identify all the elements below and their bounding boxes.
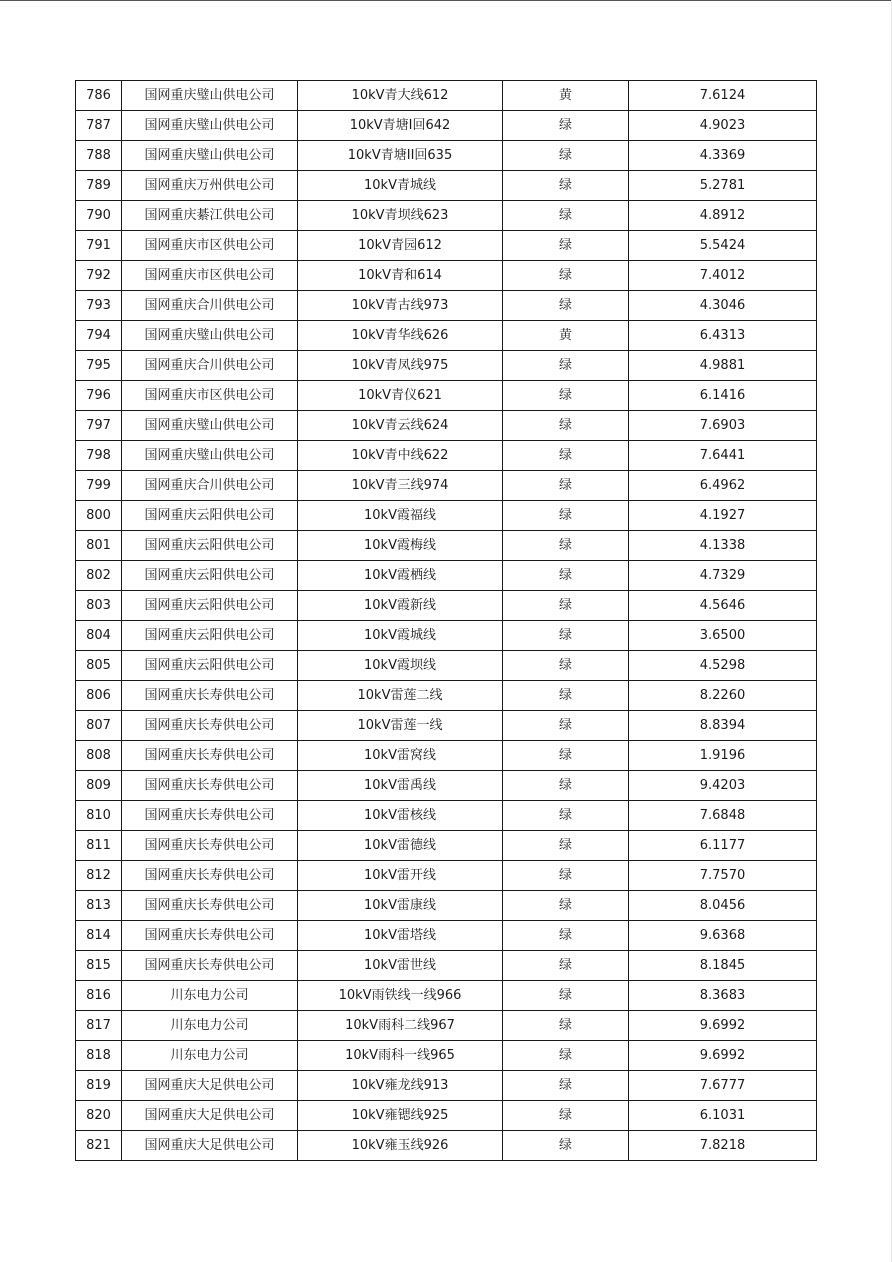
row-number-cell: 789 [76,171,122,201]
row-number-cell: 819 [76,1071,122,1101]
row-number-cell: 818 [76,1041,122,1071]
company-name-cell: 国网重庆长寿供电公司 [122,681,298,711]
status-color-cell: 绿 [503,531,629,561]
row-number-cell: 805 [76,651,122,681]
status-color-cell: 绿 [503,951,629,981]
measure-value-cell: 7.6777 [629,1071,817,1101]
measure-value-cell: 6.4313 [629,321,817,351]
measure-value-cell: 4.3369 [629,141,817,171]
line-name-cell: 10kV雷德线 [298,831,503,861]
line-name-cell: 10kV雷核线 [298,801,503,831]
page-top-border [0,0,892,1]
feeder-table [75,80,817,1161]
line-name-cell: 10kV青园612 [298,231,503,261]
status-color-cell: 绿 [503,801,629,831]
company-name-cell: 国网重庆长寿供电公司 [122,921,298,951]
table-row [76,411,817,441]
row-number-cell: 802 [76,561,122,591]
measure-value-cell: 4.3046 [629,291,817,321]
table-row [76,831,817,861]
measure-value-cell: 7.6124 [629,81,817,111]
table-row [76,981,817,1011]
row-number-cell: 792 [76,261,122,291]
line-name-cell: 10kV雷世线 [298,951,503,981]
status-color-cell: 绿 [503,711,629,741]
row-number-cell: 801 [76,531,122,561]
measure-value-cell: 6.1177 [629,831,817,861]
row-number-cell: 811 [76,831,122,861]
row-number-cell: 814 [76,921,122,951]
company-name-cell: 国网重庆长寿供电公司 [122,771,298,801]
row-number-cell: 820 [76,1101,122,1131]
table-row [76,1041,817,1071]
company-name-cell: 国网重庆云阳供电公司 [122,501,298,531]
row-number-cell: 816 [76,981,122,1011]
line-name-cell: 10kV霞梅线 [298,531,503,561]
measure-value-cell: 9.6992 [629,1041,817,1071]
company-name-cell: 国网重庆璧山供电公司 [122,81,298,111]
measure-value-cell: 5.2781 [629,171,817,201]
line-name-cell: 10kV青云线624 [298,411,503,441]
status-color-cell: 绿 [503,891,629,921]
table-row [76,741,817,771]
measure-value-cell: 4.8912 [629,201,817,231]
table-row [76,261,817,291]
row-number-cell: 815 [76,951,122,981]
measure-value-cell: 7.6441 [629,441,817,471]
row-number-cell: 799 [76,471,122,501]
measure-value-cell: 4.9881 [629,351,817,381]
status-color-cell: 绿 [503,591,629,621]
line-name-cell: 10kV雷康线 [298,891,503,921]
measure-value-cell: 9.6992 [629,1011,817,1041]
status-color-cell: 绿 [503,411,629,441]
line-name-cell: 10kV雨铁线一线966 [298,981,503,1011]
company-name-cell: 国网重庆大足供电公司 [122,1131,298,1161]
measure-value-cell: 6.4962 [629,471,817,501]
row-number-cell: 797 [76,411,122,441]
status-color-cell: 绿 [503,981,629,1011]
line-name-cell: 10kV雷开线 [298,861,503,891]
table-row [76,351,817,381]
company-name-cell: 国网重庆璧山供电公司 [122,411,298,441]
line-name-cell: 10kV青中线622 [298,441,503,471]
table-row [76,501,817,531]
company-name-cell: 国网重庆万州供电公司 [122,171,298,201]
table-row [76,771,817,801]
line-name-cell: 10kV青古线973 [298,291,503,321]
table-row [76,321,817,351]
status-color-cell: 绿 [503,681,629,711]
status-color-cell: 绿 [503,651,629,681]
line-name-cell: 10kV青城线 [298,171,503,201]
line-name-cell: 10kV雨科一线965 [298,1041,503,1071]
company-name-cell: 国网重庆璧山供电公司 [122,111,298,141]
line-name-cell: 10kV霞城线 [298,621,503,651]
table-row [76,171,817,201]
line-name-cell: 10kV霞福线 [298,501,503,531]
status-color-cell: 绿 [503,471,629,501]
line-name-cell: 10kV雷莲二线 [298,681,503,711]
company-name-cell: 国网重庆市区供电公司 [122,261,298,291]
company-name-cell: 国网重庆璧山供电公司 [122,321,298,351]
table-row [76,81,817,111]
status-color-cell: 绿 [503,351,629,381]
line-name-cell: 10kV青塘II回635 [298,141,503,171]
measure-value-cell: 5.5424 [629,231,817,261]
line-name-cell: 10kV雍玉线926 [298,1131,503,1161]
line-name-cell: 10kV雨科二线967 [298,1011,503,1041]
status-color-cell: 绿 [503,1071,629,1101]
measure-value-cell: 8.0456 [629,891,817,921]
line-name-cell: 10kV霞坝线 [298,651,503,681]
company-name-cell: 国网重庆长寿供电公司 [122,741,298,771]
measure-value-cell: 7.4012 [629,261,817,291]
status-color-cell: 绿 [503,201,629,231]
line-name-cell: 10kV青和614 [298,261,503,291]
company-name-cell: 国网重庆云阳供电公司 [122,651,298,681]
status-color-cell: 绿 [503,921,629,951]
company-name-cell: 国网重庆长寿供电公司 [122,711,298,741]
line-name-cell: 10kV青仪621 [298,381,503,411]
table-row [76,801,817,831]
measure-value-cell: 7.7570 [629,861,817,891]
table-row [76,531,817,561]
status-color-cell: 绿 [503,1101,629,1131]
row-number-cell: 790 [76,201,122,231]
measure-value-cell: 3.6500 [629,621,817,651]
measure-value-cell: 6.1416 [629,381,817,411]
measure-value-cell: 7.6903 [629,411,817,441]
company-name-cell: 国网重庆大足供电公司 [122,1071,298,1101]
row-number-cell: 803 [76,591,122,621]
company-name-cell: 国网重庆云阳供电公司 [122,591,298,621]
measure-value-cell: 8.3683 [629,981,817,1011]
company-name-cell: 国网重庆市区供电公司 [122,231,298,261]
measure-value-cell: 8.8394 [629,711,817,741]
measure-value-cell: 4.1927 [629,501,817,531]
company-name-cell: 川东电力公司 [122,1041,298,1071]
company-name-cell: 国网重庆云阳供电公司 [122,531,298,561]
table-row [76,681,817,711]
company-name-cell: 国网重庆綦江供电公司 [122,201,298,231]
measure-value-cell: 6.1031 [629,1101,817,1131]
table-row [76,1131,817,1161]
measure-value-cell: 9.4203 [629,771,817,801]
line-name-cell: 10kV青华线626 [298,321,503,351]
company-name-cell: 国网重庆长寿供电公司 [122,951,298,981]
line-name-cell: 10kV青坝线623 [298,201,503,231]
company-name-cell: 国网重庆合川供电公司 [122,351,298,381]
line-name-cell: 10kV青三线974 [298,471,503,501]
status-color-cell: 绿 [503,1041,629,1071]
measure-value-cell: 7.8218 [629,1131,817,1161]
measure-value-cell: 4.7329 [629,561,817,591]
line-name-cell: 10kV青塘I回642 [298,111,503,141]
row-number-cell: 788 [76,141,122,171]
measure-value-cell: 8.1845 [629,951,817,981]
measure-value-cell: 1.9196 [629,741,817,771]
status-color-cell: 绿 [503,861,629,891]
company-name-cell: 国网重庆长寿供电公司 [122,831,298,861]
company-name-cell: 国网重庆璧山供电公司 [122,141,298,171]
company-name-cell: 国网重庆合川供电公司 [122,291,298,321]
line-name-cell: 10kV霞新线 [298,591,503,621]
row-number-cell: 800 [76,501,122,531]
table-row [76,111,817,141]
table-row [76,231,817,261]
status-color-cell: 绿 [503,441,629,471]
line-name-cell: 10kV雍锶线925 [298,1101,503,1131]
measure-value-cell: 7.6848 [629,801,817,831]
row-number-cell: 804 [76,621,122,651]
row-number-cell: 793 [76,291,122,321]
company-name-cell: 川东电力公司 [122,1011,298,1041]
measure-value-cell: 4.5646 [629,591,817,621]
table-row [76,381,817,411]
company-name-cell: 国网重庆长寿供电公司 [122,861,298,891]
status-color-cell: 绿 [503,231,629,261]
row-number-cell: 809 [76,771,122,801]
table-row [76,861,817,891]
row-number-cell: 795 [76,351,122,381]
row-number-cell: 798 [76,441,122,471]
row-number-cell: 794 [76,321,122,351]
table-row [76,441,817,471]
status-color-cell: 绿 [503,501,629,531]
line-name-cell: 10kV雷莲一线 [298,711,503,741]
company-name-cell: 国网重庆大足供电公司 [122,1101,298,1131]
table-row [76,711,817,741]
row-number-cell: 821 [76,1131,122,1161]
table-row [76,1011,817,1041]
row-number-cell: 806 [76,681,122,711]
line-name-cell: 10kV雷塔线 [298,921,503,951]
status-color-cell: 黄 [503,321,629,351]
table-row [76,951,817,981]
measure-value-cell: 4.5298 [629,651,817,681]
row-number-cell: 813 [76,891,122,921]
row-number-cell: 812 [76,861,122,891]
company-name-cell: 国网重庆长寿供电公司 [122,891,298,921]
measure-value-cell: 4.9023 [629,111,817,141]
table-row [76,1071,817,1101]
status-color-cell: 绿 [503,1011,629,1041]
table-row [76,651,817,681]
status-color-cell: 绿 [503,831,629,861]
company-name-cell: 国网重庆长寿供电公司 [122,801,298,831]
table-row [76,291,817,321]
row-number-cell: 810 [76,801,122,831]
table-row [76,471,817,501]
status-color-cell: 绿 [503,111,629,141]
line-name-cell: 10kV青凤线975 [298,351,503,381]
status-color-cell: 绿 [503,261,629,291]
row-number-cell: 787 [76,111,122,141]
status-color-cell: 绿 [503,291,629,321]
line-name-cell: 10kV雍龙线913 [298,1071,503,1101]
measure-value-cell: 4.1338 [629,531,817,561]
table-row [76,921,817,951]
table-row [76,201,817,231]
status-color-cell: 绿 [503,381,629,411]
table-row [76,591,817,621]
company-name-cell: 国网重庆市区供电公司 [122,381,298,411]
status-color-cell: 绿 [503,741,629,771]
line-name-cell: 10kV青大线612 [298,81,503,111]
row-number-cell: 786 [76,81,122,111]
status-color-cell: 黄 [503,81,629,111]
status-color-cell: 绿 [503,771,629,801]
row-number-cell: 807 [76,711,122,741]
row-number-cell: 808 [76,741,122,771]
table-row [76,1101,817,1131]
company-name-cell: 国网重庆云阳供电公司 [122,561,298,591]
company-name-cell: 国网重庆合川供电公司 [122,471,298,501]
row-number-cell: 817 [76,1011,122,1041]
company-name-cell: 国网重庆云阳供电公司 [122,621,298,651]
table-row [76,141,817,171]
company-name-cell: 国网重庆璧山供电公司 [122,441,298,471]
company-name-cell: 川东电力公司 [122,981,298,1011]
status-color-cell: 绿 [503,621,629,651]
row-number-cell: 791 [76,231,122,261]
row-number-cell: 796 [76,381,122,411]
measure-value-cell: 8.2260 [629,681,817,711]
feeder-table-body [76,81,817,1161]
line-name-cell: 10kV雷窝线 [298,741,503,771]
status-color-cell: 绿 [503,561,629,591]
status-color-cell: 绿 [503,1131,629,1161]
line-name-cell: 10kV雷禹线 [298,771,503,801]
measure-value-cell: 9.6368 [629,921,817,951]
table-row [76,561,817,591]
status-color-cell: 绿 [503,141,629,171]
status-color-cell: 绿 [503,171,629,201]
table-row [76,621,817,651]
table-row [76,891,817,921]
line-name-cell: 10kV霞栖线 [298,561,503,591]
